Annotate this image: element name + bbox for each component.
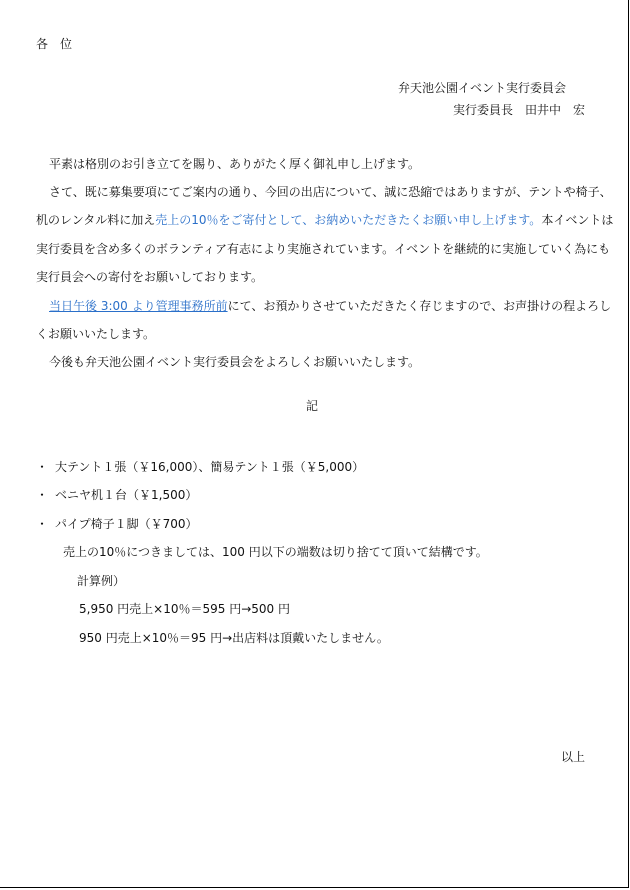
addressee: 各 位 bbox=[36, 37, 73, 51]
paragraph2-line1 bbox=[49, 300, 611, 312]
sender-title-name: 実行委員長 田井中 宏 bbox=[452, 103, 585, 117]
paragraph2-line2: くお願いいたします。 bbox=[36, 327, 156, 341]
time-place-highlight: 当日午後 3:00 より管理事務所前 bbox=[49, 299, 228, 313]
greeting-text: 平素は格別のお引き立てを賜り、ありがたく厚く御礼申し上げます。 bbox=[49, 157, 421, 171]
paragraph1-line2 bbox=[36, 214, 613, 226]
ki-heading: 記 bbox=[306, 399, 319, 413]
list-item-bullet: ・ bbox=[36, 488, 49, 502]
paragraph2-line1-text: にて、お預かりさせていただきたく存じますので、お声掛けの程よろし bbox=[227, 299, 612, 313]
sender-organization: 弁天池公園イベント実行委員会 bbox=[397, 81, 566, 95]
donation-request-highlight: 売上の10％をご寄付として、お納めいただきたくお願い申し上げます。 bbox=[155, 213, 542, 227]
calc-label: 計算例） bbox=[77, 574, 126, 588]
rounding-note: 売上の10％につきましては、100 円以下の端数は切り捨てて頂いて結構です。 bbox=[63, 545, 488, 559]
list-item-chair: パイプ椅子１脚（￥700） bbox=[55, 517, 198, 531]
closing-text: 今後も弁天池公園イベント実行委員会をよろしくお願いいたします。 bbox=[49, 355, 421, 369]
paragraph1-line3: 実行委員を含め多くのボランティア有志により実施されています。イベントを継続的に実施していく為にも bbox=[36, 242, 611, 256]
list-item-desk: ベニヤ机１台（￥1,500） bbox=[55, 488, 198, 502]
list-item-bullet: ・ bbox=[36, 517, 49, 531]
calc-example-2: 950 円売上×10％＝95 円→出店料は頂戴いたしません。 bbox=[79, 631, 389, 645]
calc-example-1: 5,950 円売上×10％＝595 円→500 円 bbox=[79, 602, 290, 616]
list-item-bullet: ・ bbox=[36, 460, 49, 474]
paragraph1-line1: さて、既に募集要項にてご案内の通り、今回の出店について、誠に恐縮ではありますが、テントや椅子、 bbox=[49, 185, 612, 199]
end-mark: 以上 bbox=[560, 750, 585, 764]
paragraph1-line2-text-a: 机のレンタル料に加え bbox=[36, 213, 156, 227]
list-item-tents: 大テント１張（￥16,000）、簡易テント１張（￥5,000） bbox=[55, 460, 365, 474]
paragraph1-line2-text-b: 本イベントは bbox=[541, 213, 614, 227]
paragraph1-line4: 実行員会への寄付をお願いしております。 bbox=[36, 270, 264, 284]
